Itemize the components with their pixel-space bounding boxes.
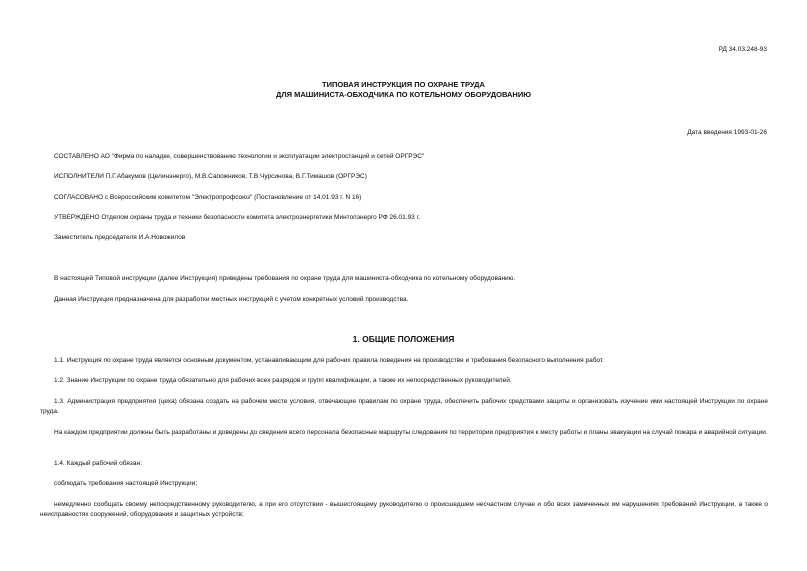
paragraph-1-3-evacuation: На каждом предприятии должны быть разработаны и доведены до сведения всего персонала безопасные маршруты следования по территории предприятия к месту работы и планы эвакуации на случай пожара и аварийной ситуации.	[54, 429, 768, 436]
paragraph-1-4-item-a: соблюдать требования настоящей Инструкции;	[54, 480, 198, 487]
document-title-line1: ТИПОВАЯ ИНСТРУКЦИЯ ПО ОХРАНЕ ТРУДА	[322, 80, 485, 89]
paragraph-1-4-item-b: немедленно сообщать своему непосредственному руководителю, а при его отсутствии - вышестоящему руководителю о происшедшем несчастном случае и обо всех замеченных им нарушениях требований Инструкции, а также о неисправностях сооружений, оборудования и защитных устройств;	[40, 501, 768, 518]
executors: ИСПОЛНИТЕЛИ П.Г.Абакумов (Целинэнерго), М.В.Сапожников, Т.В.Чурсинова, В.Г.Тимашов (ОРГРЭС)	[54, 173, 367, 180]
document-code: РД 34.03.248-93	[718, 46, 767, 53]
paragraph-1-3: 1.3. Администрация предприятия (цеха) обязана создать на рабочем месте условия, отвечающие правилам по охране труда, обеспечить рабочих средствами защиты и организовать изучение ими настоящей Инструкции по охране труда.	[40, 398, 768, 415]
document-title-line2: ДЛЯ МАШИНИСТА-ОБХОДЧИКА ПО КОТЕЛЬНОМУ ОБОРУДОВАНИЮ	[276, 90, 531, 99]
compiled-by: СОСТАВЛЕНО АО "Фирма по наладке, совершенствованию технологии и эксплуатации электростанций и сетей ОРГРЭС"	[54, 153, 425, 160]
paragraph-1-4: 1.4. Каждый рабочий обязан:	[54, 460, 142, 467]
preamble-paragraph-2: Данная Инструкция предназначена для разработки местных инструкций с учетом конкретных условий производства.	[54, 296, 409, 303]
paragraph-1-1: 1.1. Инструкция по охране труда является основным документом, устанавливающим для рабочих правила поведения на производстве и требования безопасного выполнения работ.	[54, 357, 604, 364]
introduction-date: Дата введения 1993-01-26	[687, 129, 767, 136]
approved-by: УТВЕРЖДЕНО Отделом охраны труда и техники безопасности комитета электроэнергетики Минтопэнерго РФ 26.01.93 г.	[54, 214, 420, 221]
section-heading: 1. ОБЩИЕ ПОЛОЖЕНИЯ	[352, 334, 455, 344]
deputy-chairman: Заместитель председателя И.А.Новожилов	[54, 234, 186, 241]
agreed-with: СОГЛАСОВАНО с Всероссийским комитетом "Электропрофсоюз" (Постановление от 14.01.93 г. N 16)	[54, 194, 362, 201]
preamble-paragraph-1: В настоящей Типовой инструкции (далее Инструкция) приведены требования по охране труда для машиниста-обходчика по котельному оборудованию.	[54, 275, 516, 282]
paragraph-1-2: 1.2. Знание Инструкции по охране труда обязательно для рабочих всех разрядов и групп квалификации, а также их непосредственных руководителей.	[54, 377, 512, 384]
